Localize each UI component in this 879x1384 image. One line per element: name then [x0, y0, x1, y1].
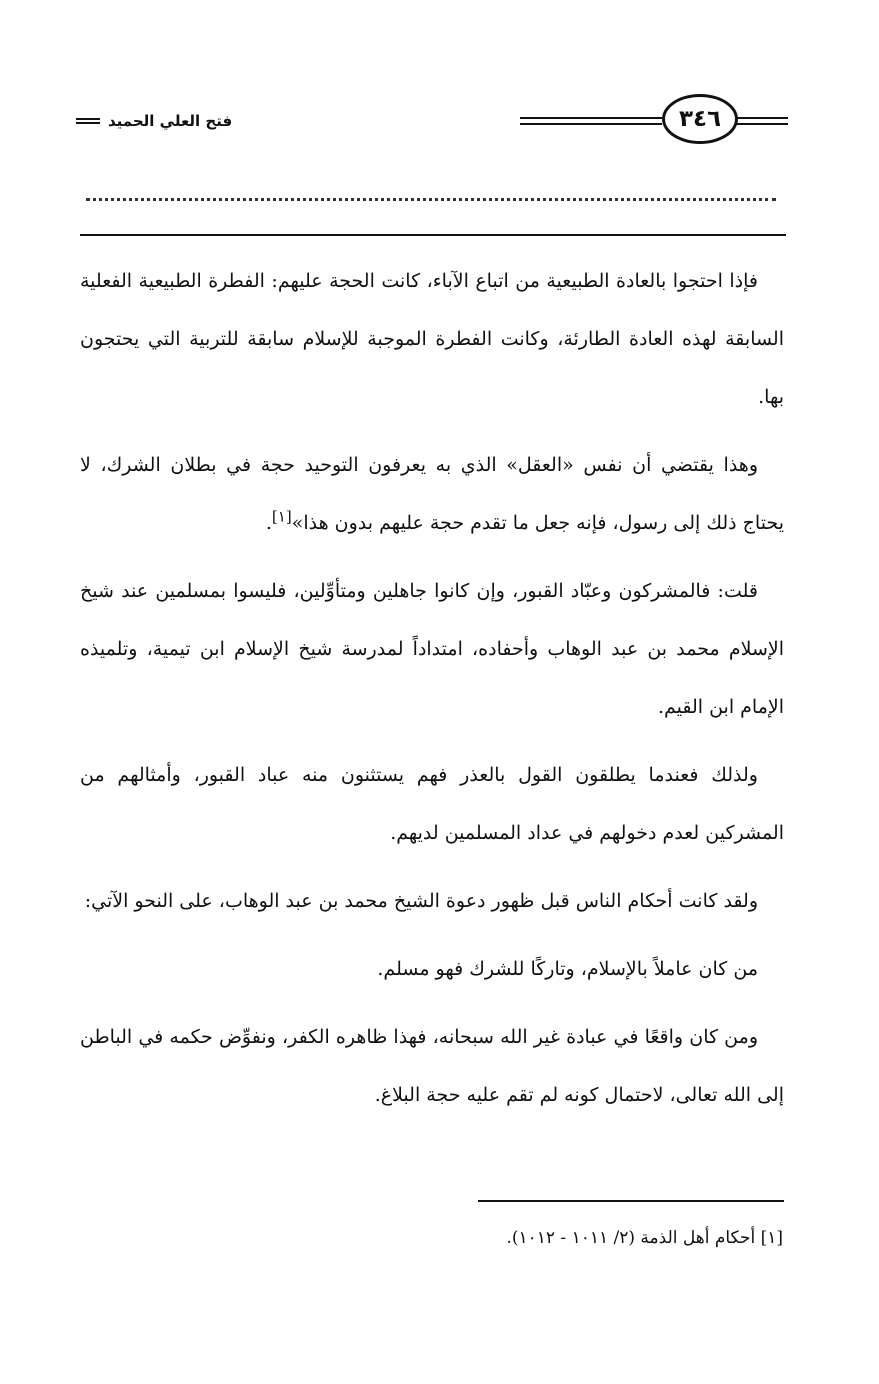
dotted-separator: [86, 198, 776, 201]
paragraph-3: قلت: فالمشركون وعبّاد القبور، وإن كانوا جاهلين ومتأوِّلين، فليسوا بمسلمين عند شيخ الإسلام محمد بن عبد الوهاب وأحفاده، امتداداً لمدرسة شيخ الإسلام ابن تيمية، وتلميذه الإمام ابن القيم.: [80, 580, 784, 718]
paragraph-2: [80, 436, 784, 552]
footnote: [١] أحكام أهل الذمة (٢/ ١٠١١ - ١٠١٢).: [506, 1228, 783, 1248]
paragraph-4: ولذلك فعندما يطلقون القول بالعذر فهم يستثنون منه عباد القبور، وأمثالهم من المشركين لعدم دخولهم في عداد المسلمين لديهم.: [80, 764, 784, 844]
paragraph-1: فإذا احتجوا بالعادة الطبيعية من اتباع الآباء، كانت الحجة عليهم: الفطرة الطبيعية الفعلية السابقة لهذه العادة الطارئة، وكانت الفطرة الموجبة للإسلام سابقة للتربية التي يحتجون بها.: [80, 270, 784, 408]
header-double-rule-right: [736, 117, 788, 125]
paragraph-5: ولقد كانت أحكام الناس قبل ظهور دعوة الشيخ محمد بن عبد الوهاب، على النحو الآتي:: [84, 890, 758, 912]
main-text: [80, 252, 784, 1134]
text-top-rule: [80, 234, 786, 236]
page-number: ٣٤٦: [662, 94, 738, 144]
paragraph-2-end: .: [265, 512, 272, 534]
page-header: [76, 86, 788, 158]
paragraph-7: ومن كان واقعًا في عبادة غير الله سبحانه، فهذا ظاهره الكفر، ونفوِّض حكمه في الباطن إلى الله تعالى، لاحتمال كونه لم تقم عليه حجة البلاغ.: [80, 1026, 784, 1106]
header-double-rule-left: [520, 117, 662, 125]
paragraph-2-text: وهذا يقتضي أن نفس «العقل» الذي به يعرفون التوحيد حجة في بطلان الشرك، لا يحتاج ذلك إلى رسول، فإنه جعل ما تقدم حجة عليهم بدون هذا»: [80, 454, 784, 534]
paragraph-6: من كان عاملاً بالإسلام، وتاركًا للشرك فهو مسلم.: [377, 958, 758, 980]
running-title: فتح العلي الحميد: [108, 112, 233, 130]
footnote-separator: [478, 1200, 784, 1202]
footnote-reference: [١]: [271, 507, 292, 526]
title-double-rule: [76, 118, 100, 124]
